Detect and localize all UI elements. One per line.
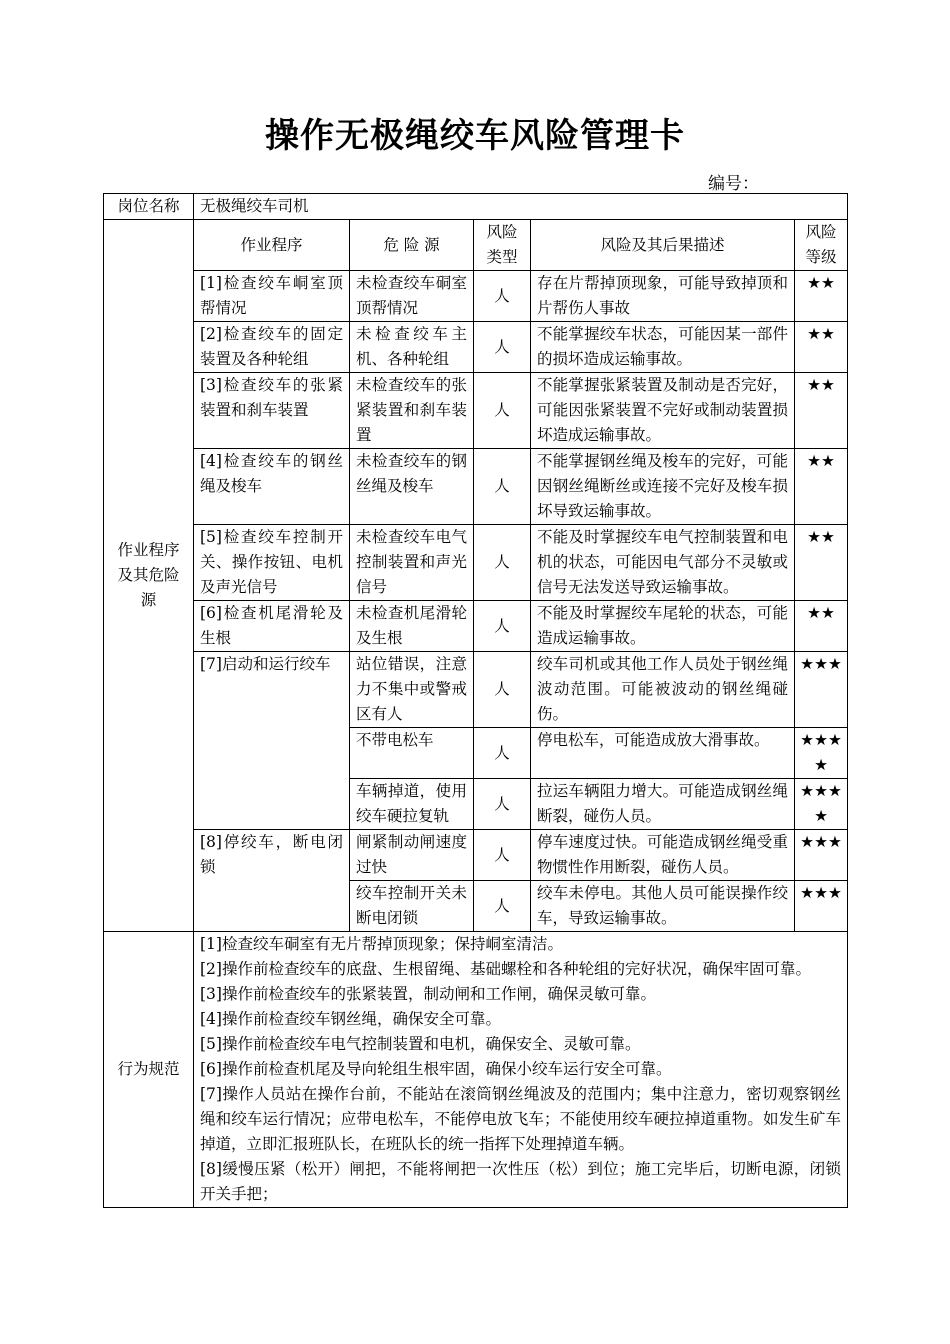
risk-description: 存在片帮掉顶现象，可能导致掉顶和片帮伤人事故 xyxy=(531,271,795,322)
procedure-name: [4]检查绞车的钢丝绳及梭车 xyxy=(194,449,350,525)
norm-item: [4]操作前检查绞车钢丝绳，确保安全可靠。 xyxy=(200,1010,501,1028)
risk-level: ★★★ xyxy=(795,652,848,728)
norm-item: [2]操作前检查绞车的底盘、生根留绳、基础螺栓和各种轮组的完好状况，确保牢固可靠。 xyxy=(200,960,811,978)
hazard-row xyxy=(104,601,848,652)
risk-description: 绞车未停电。其他人员可能误操作绞车，导致运输事故。 xyxy=(531,881,795,932)
hazard-source: 未检查绞车硐室顶帮情况 xyxy=(350,271,474,322)
risk-level: ★★★★ xyxy=(795,728,848,779)
hazard-row xyxy=(104,830,848,881)
risk-type: 人 xyxy=(474,830,531,881)
procedure-name: [6]检查机尾滑轮及生根 xyxy=(194,601,350,652)
header-risk-type: 风险类型 xyxy=(474,220,531,271)
risk-description: 不能掌握绞车状态，可能因某一部件的损坏造成运输事故。 xyxy=(531,322,795,373)
procedure-name: [2]检查绞车的固定装置及各种轮组 xyxy=(194,322,350,373)
norms-content xyxy=(194,932,848,1208)
hazard-row xyxy=(104,373,848,449)
risk-level: ★★ xyxy=(795,525,848,601)
hazard-row xyxy=(104,449,848,525)
risk-level: ★★★ xyxy=(795,881,848,932)
risk-type: 人 xyxy=(474,525,531,601)
norm-item: [6]操作前检查机尾及导向轮组生根牢固，确保小绞车运行安全可靠。 xyxy=(200,1060,672,1078)
norm-item: [3]操作前检查绞车的张紧装置，制动闸和工作闸，确保灵敏可靠。 xyxy=(200,985,656,1003)
position-value: 无极绳绞车司机 xyxy=(194,194,848,220)
norms-row xyxy=(104,932,848,1208)
risk-description: 拉运车辆阻力增大。可能造成钢丝绳断裂，碰伤人员。 xyxy=(531,779,795,830)
risk-type: 人 xyxy=(474,881,531,932)
risk-description: 停电松车，可能造成放大滑事故。 xyxy=(531,728,795,779)
risk-level: ★★ xyxy=(795,449,848,525)
hazard-source: 闸紧制动闸速度过快 xyxy=(350,830,474,881)
risk-type: 人 xyxy=(474,779,531,830)
risk-level: ★★★ xyxy=(795,830,848,881)
procedure-name: [8]停绞车，断电闭锁 xyxy=(194,830,350,932)
norm-item: [5]操作前检查绞车电气控制装置和电机，确保安全、灵敏可靠。 xyxy=(200,1035,641,1053)
position-row xyxy=(104,194,848,220)
risk-level: ★★ xyxy=(795,373,848,449)
hazard-source: 未检查绞车电气控制装置和声光信号 xyxy=(350,525,474,601)
hazard-source: 未检查绞车的张紧装置和刹车装置 xyxy=(350,373,474,449)
norm-item: [7]操作人员站在操作台前，不能站在滚筒钢丝绳波及的范围内；集中注意力，密切观察钢丝绳和绞车运行情况；应带电松车，不能停电放飞车；不能使用绞车硬拉掉道重物。如发生矿车掉道，立即汇报班队长，在班队长的统一指挥下处理掉道车辆。 xyxy=(200,1085,842,1153)
risk-description: 停车速度过快。可能造成钢丝绳受重物惯性作用断裂，碰伤人员。 xyxy=(531,830,795,881)
risk-type: 人 xyxy=(474,601,531,652)
risk-level: ★★ xyxy=(795,601,848,652)
risk-description: 不能掌握张紧装置及制动是否完好，可能因张紧装置不完好或制动装置损坏造成运输事故。 xyxy=(531,373,795,449)
risk-type: 人 xyxy=(474,449,531,525)
hazard-source: 绞车控制开关未断电闭锁 xyxy=(350,881,474,932)
risk-type: 人 xyxy=(474,652,531,728)
risk-type: 人 xyxy=(474,728,531,779)
risk-description: 不能及时掌握绞车电气控制装置和电机的状态，可能因电气部分不灵敏或信号无法发送导致运输事故。 xyxy=(531,525,795,601)
hazard-row xyxy=(104,525,848,601)
risk-description: 不能掌握钢丝绳及梭车的完好，可能因钢丝绳断丝或连接不完好及梭车损坏导致运输事故。 xyxy=(531,449,795,525)
hazard-source: 不带电松车 xyxy=(350,728,474,779)
code-label: 编号： xyxy=(708,174,759,194)
risk-type: 人 xyxy=(474,271,531,322)
header-risk-level: 风险等级 xyxy=(795,220,848,271)
hazard-source: 未检查绞车的钢丝绳及梭车 xyxy=(350,449,474,525)
hazard-row xyxy=(104,652,848,728)
risk-level: ★★ xyxy=(795,271,848,322)
risk-type: 人 xyxy=(474,322,531,373)
risk-description: 不能及时掌握绞车尾轮的状态，可能造成运输事故。 xyxy=(531,601,795,652)
header-hazard: 危 险 源 xyxy=(350,220,474,271)
norm-item: [8]缓慢压紧（松开）闸把，不能将闸把一次性压（松）到位；施工完毕后，切断电源，闭锁开关手把； xyxy=(200,1160,842,1203)
norm-item: [1]检查绞车硐室有无片帮掉顶现象；保持峒室清洁。 xyxy=(200,935,563,953)
hazard-row xyxy=(104,322,848,373)
risk-card-table xyxy=(103,193,848,1208)
header-description: 风险及其后果描述 xyxy=(531,220,795,271)
hazard-row xyxy=(104,271,848,322)
norms-label: 行为规范 xyxy=(104,932,194,1208)
position-label: 岗位名称 xyxy=(104,194,194,220)
section-label: 作业程序及其危险源 xyxy=(104,220,194,932)
procedure-name: [3]检查绞车的张紧装置和刹车装置 xyxy=(194,373,350,449)
procedure-name: [7]启动和运行绞车 xyxy=(194,652,350,830)
header-row xyxy=(104,220,848,271)
risk-description: 绞车司机或其他工作人员处于钢丝绳波动范围。可能被波动的钢丝绳碰伤。 xyxy=(531,652,795,728)
procedure-name: [5]检查绞车控制开关、操作按钮、电机及声光信号 xyxy=(194,525,350,601)
hazard-source: 站位错误，注意力不集中或警戒区有人 xyxy=(350,652,474,728)
procedure-name: [1]检查绞车峒室顶帮情况 xyxy=(194,271,350,322)
hazard-source: 未检查机尾滑轮及生根 xyxy=(350,601,474,652)
risk-level: ★★★★ xyxy=(795,779,848,830)
header-procedure: 作业程序 xyxy=(194,220,350,271)
page-title: 操作无极绳绞车风险管理卡 xyxy=(265,116,685,156)
hazard-source: 车辆掉道，使用绞车硬拉复轨 xyxy=(350,779,474,830)
risk-level: ★★ xyxy=(795,322,848,373)
risk-type: 人 xyxy=(474,373,531,449)
hazard-source: 未检查绞车主机、各种轮组 xyxy=(350,322,474,373)
